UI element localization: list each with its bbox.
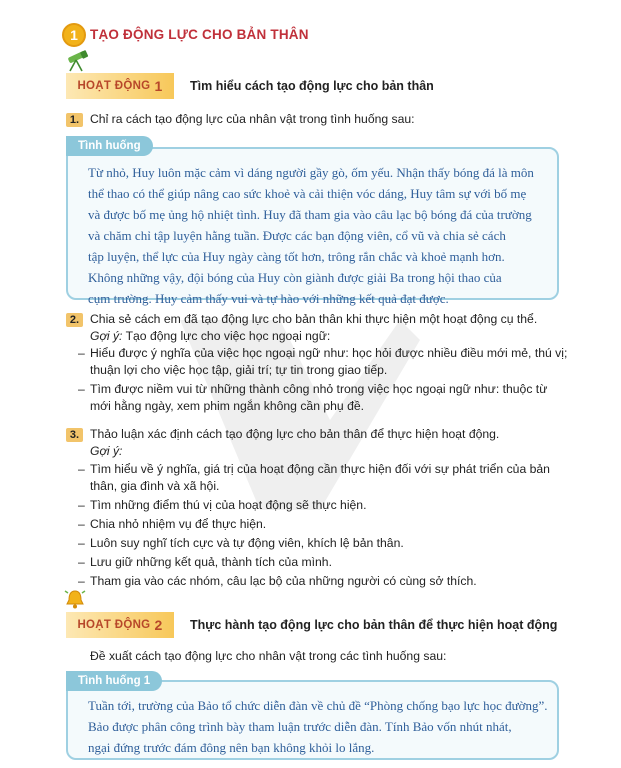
situation-line: và chăm chỉ tập luyện hằng tuần. Được các bạn động viên, cổ vũ và chia sẻ cách [88,228,506,243]
task-3-text: Thảo luận xác định cách tạo động lực cho bản thân để thực hiện hoạt động. [90,427,500,441]
task-2-hint-label: Gợi ý: [90,329,123,343]
task-2-bullet-cont: mới hằng ngày, xem phim ngắn không cần phụ đề. [90,399,365,413]
bullet-dash: – [78,346,85,360]
situation-line: tập luyện, thể lực của Huy ngày càng tốt hơn, trông rắn chắc và khoẻ mạnh hơn. [88,249,505,264]
activity-2-badge [66,612,174,638]
situation-line: và được bố mẹ ủng hộ nhiệt tình. Huy đã tham gia vào câu lạc bộ bóng đá của trường [88,207,532,222]
bullet-text: Tìm được niềm vui từ những thành công nhỏ trong việc học ngoại ngữ như: thuộc từ [90,382,548,396]
bullet-dash: – [78,574,85,588]
activity-2-label: HOẠT ĐỘNG [77,619,151,631]
situation-1-text [88,695,548,758]
section-number-badge: 1 [62,23,86,47]
activity-1-number: 1 [154,78,163,94]
bullet-text: Hiểu được ý nghĩa của việc học ngoại ngữ như: học hỏi được nhiều điều mới mẻ, thú vị; [90,346,568,360]
situation-1-line: Bảo được phân công trình bày tham luận trước diễn đàn. Tính Bảo vốn nhút nhát, [88,719,512,734]
activity-1-badge [66,73,174,99]
bullet-dash: – [78,382,85,396]
task-1-number: 1. [66,113,83,127]
task-3-hint [90,443,122,460]
situation-1-line: ngại đứng trước đám đông nên bạn không khỏi lo lắng. [88,740,375,755]
situation-line: cụm trường. Huy cảm thấy vui và tự hào với những kết quả đạt được. [88,291,449,306]
activity-1-title: Tìm hiểu cách tạo động lực cho bản thân [190,79,434,93]
situation-line: Từ nhỏ, Huy luôn mặc cảm vì dáng người gầy gò, ốm yếu. Nhận thấy bóng đá là môn [88,165,534,180]
bullet-text: Luôn suy nghĩ tích cực và tự động viên, khích lệ bản thân. [90,536,404,550]
bullet-text: Tìm hiểu về ý nghĩa, giá trị của hoạt động cần thực hiện đối với sự phát triển của bản [90,462,550,476]
bullet-text: Tìm những điểm thú vị của hoạt động sẽ thực hiện. [90,498,367,512]
task-3-hint-label: Gợi ý: [90,444,123,458]
task-2-number: 2. [66,313,83,327]
activity-2-title: Thực hành tạo động lực cho bản thân để thực hiện hoạt động [190,618,558,632]
bullet-text: Tham gia vào các nhóm, câu lạc bộ của những người có cùng sở thích. [90,574,477,588]
bullet-text: Chia nhỏ nhiệm vụ để thực hiện. [90,517,267,531]
task-3-bullet-cont: thân, gia đình và xã hội. [90,479,220,493]
bullet-dash: – [78,462,85,476]
activity-2-intro: Đề xuất cách tạo động lực cho nhân vật trong các tình huống sau: [90,649,447,663]
task-2-hint [90,328,330,345]
situation-1-tag: Tình huống 1 [66,671,162,691]
bell-icon [64,588,86,610]
bullet-dash: – [78,555,85,569]
task-3-number: 3. [66,428,83,442]
bullet-dash: – [78,517,85,531]
task-1-text: Chỉ ra cách tạo động lực của nhân vật trong tình huống sau: [90,112,415,126]
situation-line: Không những vậy, đội bóng của Huy còn giành được giải Ba trong hội thao của [88,270,502,285]
situation-1-line: Tuần tới, trường của Bảo tổ chức diễn đàn về chủ đề “Phòng chống bạo lực học đường”. [88,698,548,713]
task-2-hint-text: Tạo động lực cho việc học ngoại ngữ: [122,329,331,343]
activity-1-label: HOẠT ĐỘNG [77,80,151,92]
activity-1-bar [66,73,434,99]
bullet-dash: – [78,498,85,512]
bullet-dash: – [78,536,85,550]
situation-text [88,162,543,309]
bullet-text: Lưu giữ những kết quả, thành tích của mình. [90,555,332,569]
task-2-text: Chia sẻ cách em đã tạo động lực cho bản thân khi thực hiện một hoạt động cụ thể. [90,312,538,326]
activity-2-number: 2 [154,617,163,633]
section-title: TẠO ĐỘNG LỰC CHO BẢN THÂN [90,27,309,42]
task-2-bullet-cont: thuận lợi cho việc học tập, giải trí; tự tin trong giao tiếp. [90,363,388,377]
situation-line: thể thao có thể giúp nâng cao sức khoẻ và cải thiện vóc dáng, Huy tâm sự với bố mẹ [88,186,527,201]
situation-tag: Tình huống [66,136,153,156]
activity-2-bar [66,612,557,638]
telescope-icon [64,50,90,72]
